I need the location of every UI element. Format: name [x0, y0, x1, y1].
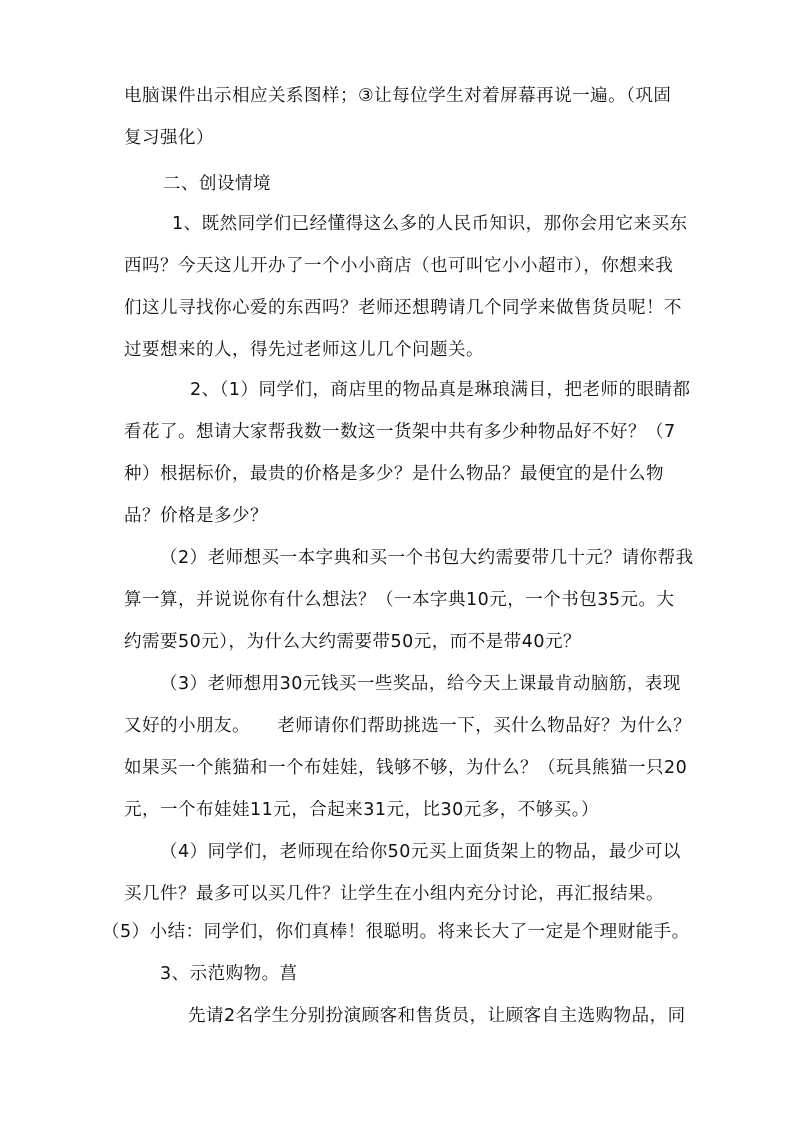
- text-line: 算一算，并说说你有什么想法？（一本字典10元，一个书包35元。大: [124, 590, 675, 610]
- text-line: 2、（1）同学们，商店里的物品真是琳琅满目，把老师的眼睛都: [190, 380, 691, 400]
- text-line: （2）老师想买一本字典和买一个书包大约需要带几十元？请你帮我: [160, 548, 694, 568]
- text-line: 种）根据标价，最贵的价格是多少？是什么物品？最便宜的是什么物: [124, 464, 664, 484]
- text-line: 又好的小朋友。 老师请你们帮助挑选一下，买什么物品好？为什么？: [124, 716, 692, 736]
- text-line: 3、示范购物。菖: [160, 964, 298, 984]
- text-line: 约需要50元），为什么大约需要带50元，而不是带40元？: [124, 632, 582, 652]
- text-line: 买几件？最多可以买几件？让学生在小组内充分讨论，再汇报结果。: [124, 884, 664, 904]
- text-line: （3）老师想用30元钱买一些奖品，给今天上课最肯动脑筋，表现: [160, 674, 681, 694]
- text-line: 看花了。想请大家帮我数一数这一货架中共有多少种物品好不好？（7: [124, 422, 676, 442]
- text-line: 们这儿寻找你心爱的东西吗？老师还想聘请几个同学来做售货员呢！不: [124, 298, 682, 318]
- text-line: （4）同学们，老师现在给你50元买上面货架上的物品，最少可以: [160, 842, 681, 862]
- text-line: 如果买一个熊猫和一个布娃娃，钱够不够，为什么？（玩具熊猫一只20: [124, 758, 688, 778]
- text-line: （5）小结：同学们，你们真棒！很聪明。将来长大了一定是个理财能手。: [102, 922, 690, 942]
- text-line: 元，一个布娃娃11元，合起来31元，比30元多，不够买。）: [124, 800, 600, 820]
- text-line: 电脑课件出示相应关系图样；③让每位学生对着屏幕再说一遍。（巩固: [124, 86, 672, 106]
- text-line: 1、既然同学们已经懂得这么多的人民币知识，那你会用它来买东: [172, 214, 688, 234]
- text-line: 西吗？今天这儿开办了一个小小商店（也可叫它小小超市），你想来我: [124, 256, 674, 276]
- text-line: 复习强化）: [124, 128, 214, 148]
- text-line: 先请2名学生分别扮演顾客和售货员，让顾客自主选购物品，同: [188, 1006, 686, 1026]
- text-line: 品？价格是多少？: [124, 506, 268, 526]
- text-line: 过要想来的人，得先过老师这儿几个问题关。: [124, 340, 484, 360]
- section-heading: 二、创设情境: [163, 174, 271, 194]
